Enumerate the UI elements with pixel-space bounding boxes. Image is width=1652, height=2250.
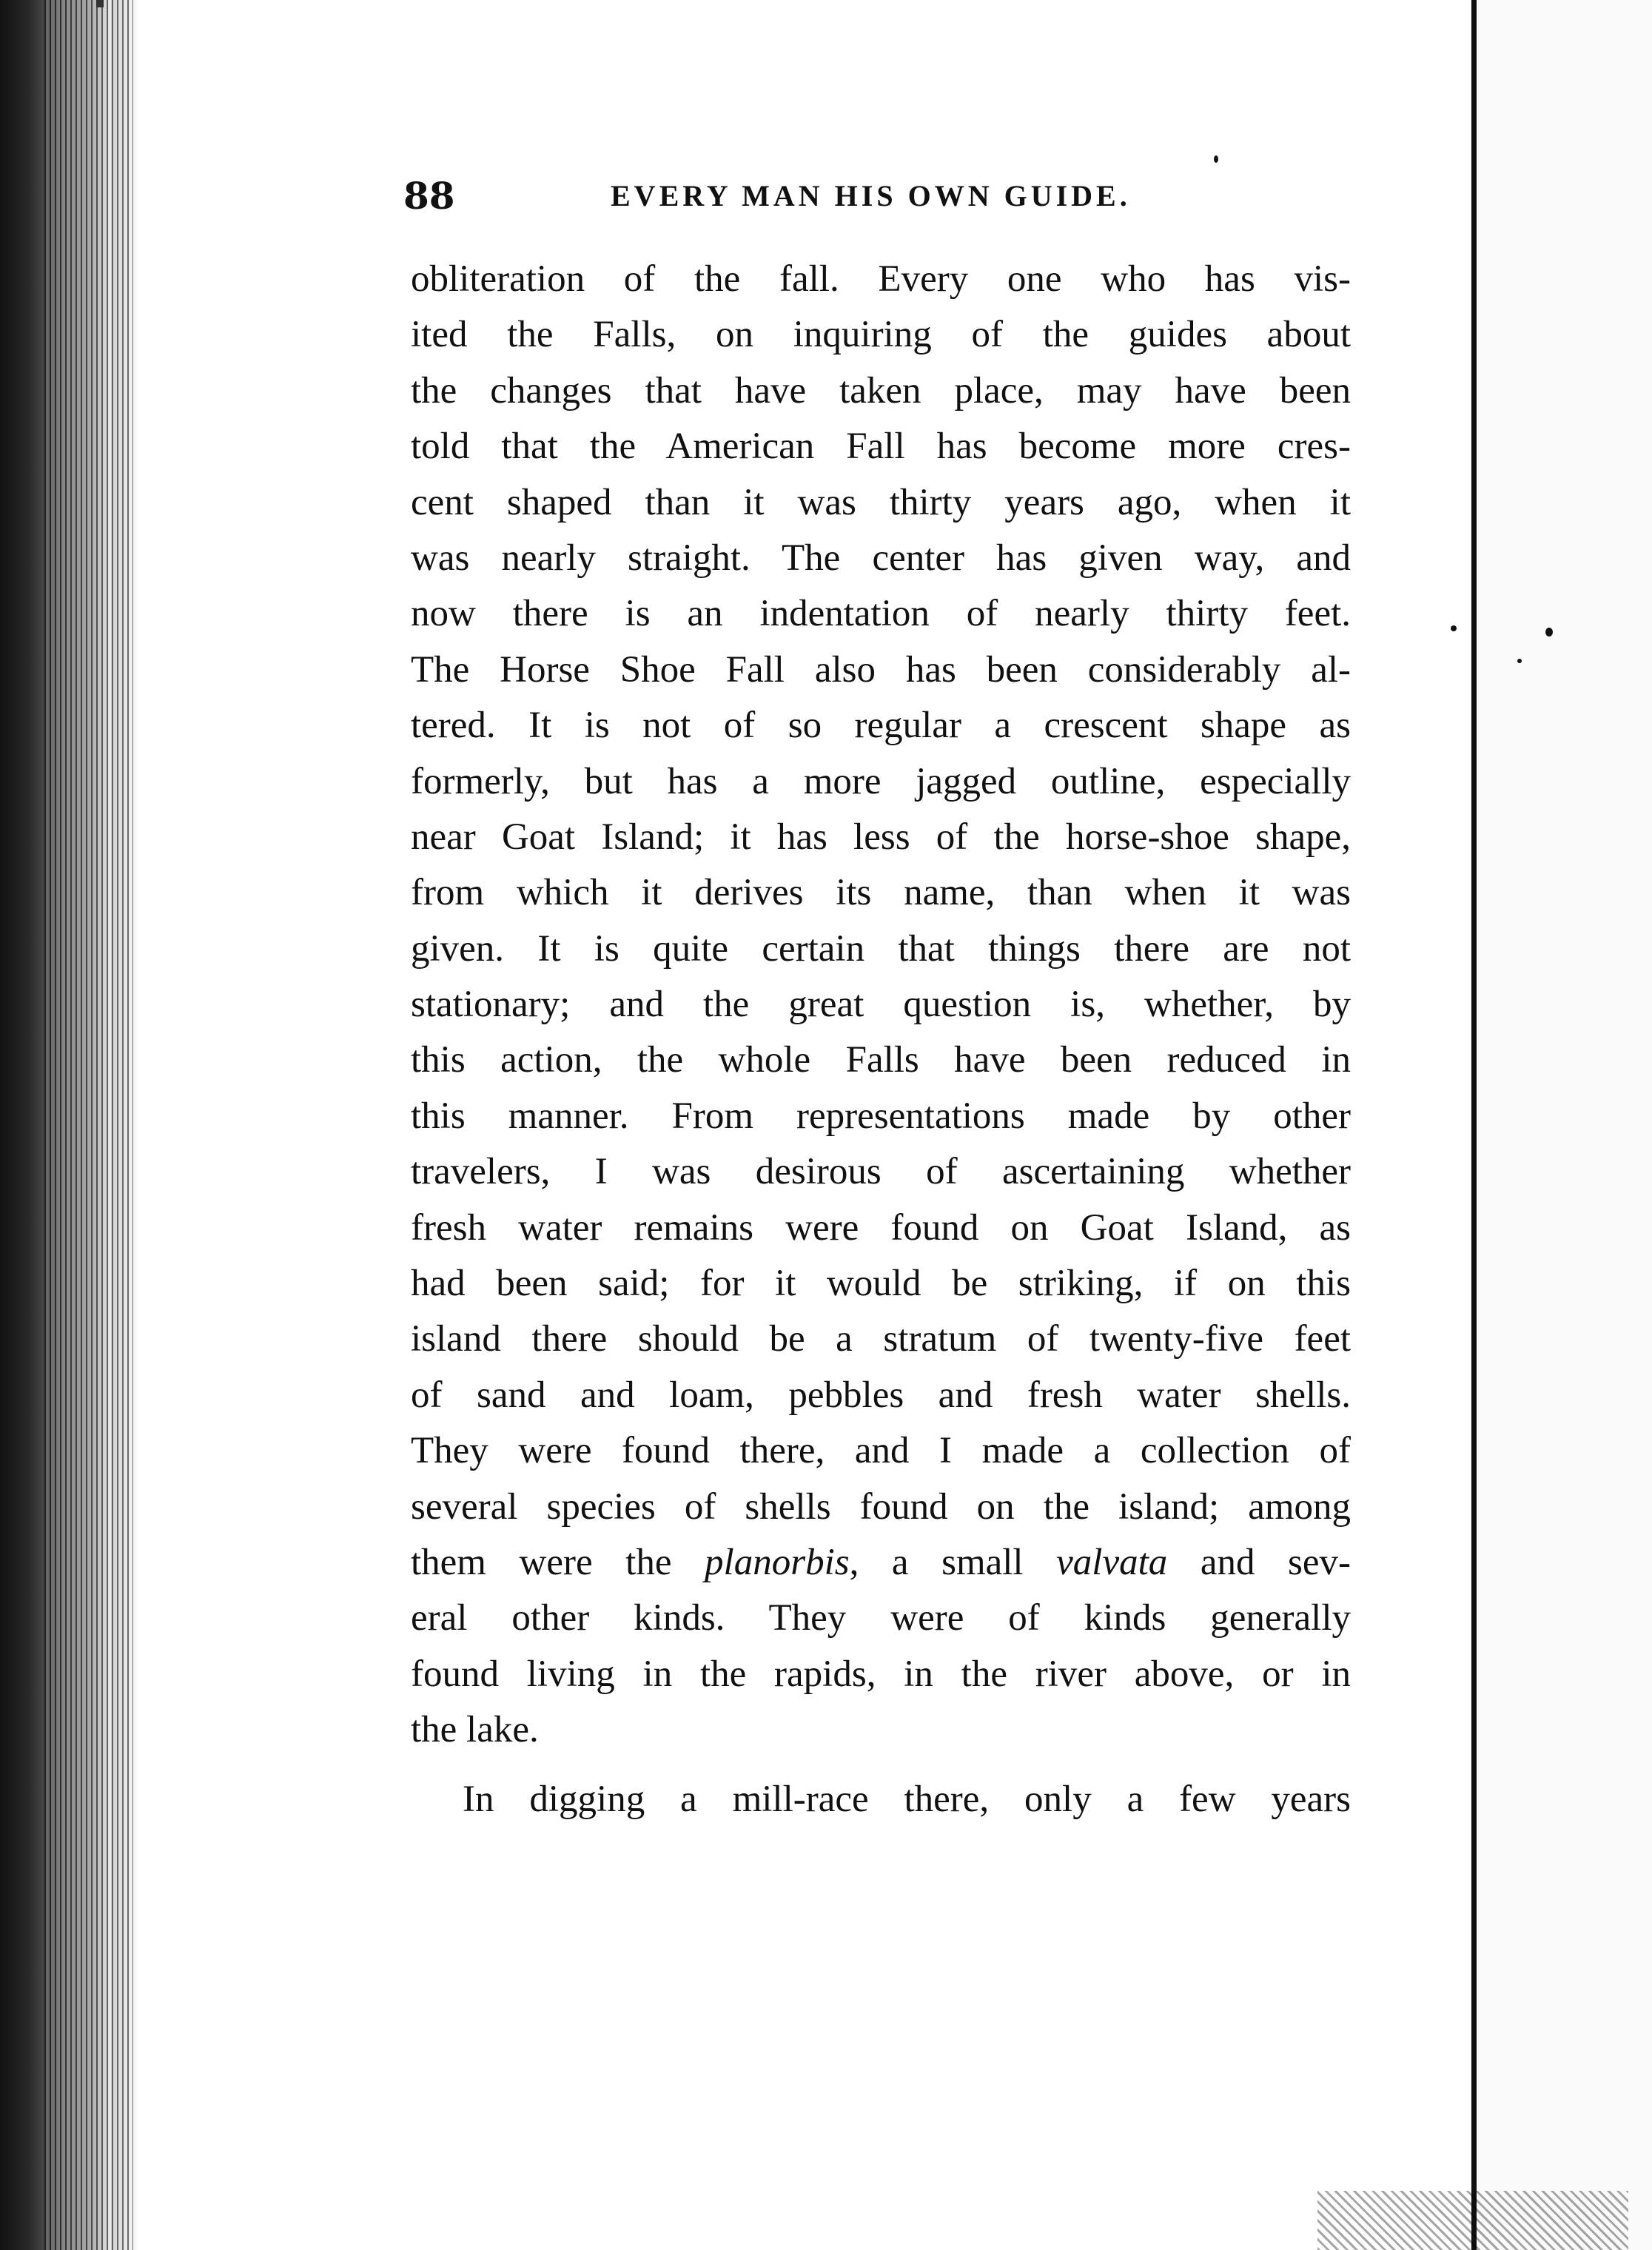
scan-speck: [1214, 155, 1218, 163]
scan-speck: [1517, 659, 1522, 663]
scan-speck: [1545, 628, 1553, 637]
text-line: the lake.: [411, 1709, 539, 1751]
text-line: now there is an indentation of nearly thirty feet.: [411, 593, 1351, 635]
running-head: EVERY MAN HIS OWN GUIDE.: [611, 179, 1131, 212]
paragraph: [411, 1772, 1351, 1827]
text-line: eral other kinds. They were of kinds generally: [411, 1597, 1351, 1639]
text-run: , a small: [849, 1541, 1057, 1583]
text-line: near Goat Island; it has less of the horse-shoe shape,: [411, 816, 1351, 858]
text-line: island there should be a stratum of twenty-five feet: [411, 1318, 1351, 1360]
text-line: stationary; and the great question is, whether, by: [411, 984, 1351, 1026]
page-number: 88: [403, 174, 455, 218]
text-line: formerly, but has a more jagged outline, especially: [411, 760, 1351, 802]
adjacent-page-strip: [1477, 0, 1652, 2250]
text-run: them were the: [411, 1541, 705, 1583]
scan-speck: [1451, 625, 1457, 631]
paragraph-gap: [411, 1759, 1351, 1772]
text-line: tered. It is not of so regular a crescent shape as: [411, 705, 1351, 747]
text-line: In digging a mill-race there, only a few years: [463, 1778, 1351, 1820]
text-line: had been said; for it would be striking, if on this: [411, 1263, 1351, 1305]
text-line: fresh water remains were found on Goat Island, as: [411, 1206, 1351, 1249]
paragraph: [411, 252, 1351, 1759]
page-header: [403, 170, 1351, 222]
italic-term-valvata: valvata: [1056, 1541, 1168, 1583]
scan-noise: [1317, 2191, 1628, 2250]
text-line: this manner. From representations made by other: [411, 1095, 1351, 1137]
gutter-shadow: [111, 0, 141, 2250]
body-text: [411, 252, 1351, 1827]
text-line: ited the Falls, on inquiring of the guides about: [411, 314, 1351, 356]
text-line: found living in the rapids, in the river above, or in: [411, 1653, 1351, 1695]
text-line: this action, the whole Falls have been reduced in: [411, 1039, 1351, 1081]
text-line: They were found there, and I made a collection of: [411, 1430, 1351, 1472]
text-line: travelers, I was desirous of ascertaining whether: [411, 1151, 1351, 1193]
text-run: and sev-: [1167, 1541, 1351, 1583]
text-line: cent shaped than it was thirty years ago, when it: [411, 481, 1351, 523]
text-line: the changes that have taken place, may have been: [411, 369, 1351, 412]
text-line: was nearly straight. The center has given way, and: [411, 537, 1351, 579]
text-line: obliteration of the fall. Every one who has vis-: [411, 258, 1351, 300]
text-line: of sand and loam, pebbles and fresh water shells.: [411, 1374, 1351, 1416]
text-line: The Horse Shoe Fall also has been considerably al-: [411, 648, 1351, 691]
scan-artifact: [96, 0, 104, 7]
text-line: from which it derives its name, than when it was: [411, 872, 1351, 914]
text-line: told that the American Fall has become more cres-: [411, 426, 1351, 468]
page-fold-rule: [1471, 0, 1477, 2250]
text-line: given. It is quite certain that things there are not: [411, 927, 1351, 970]
italic-term-planorbis: planorbis: [705, 1541, 850, 1583]
text-line: several species of shells found on the island; among: [411, 1485, 1351, 1528]
text-line-italic: [411, 1535, 1351, 1591]
